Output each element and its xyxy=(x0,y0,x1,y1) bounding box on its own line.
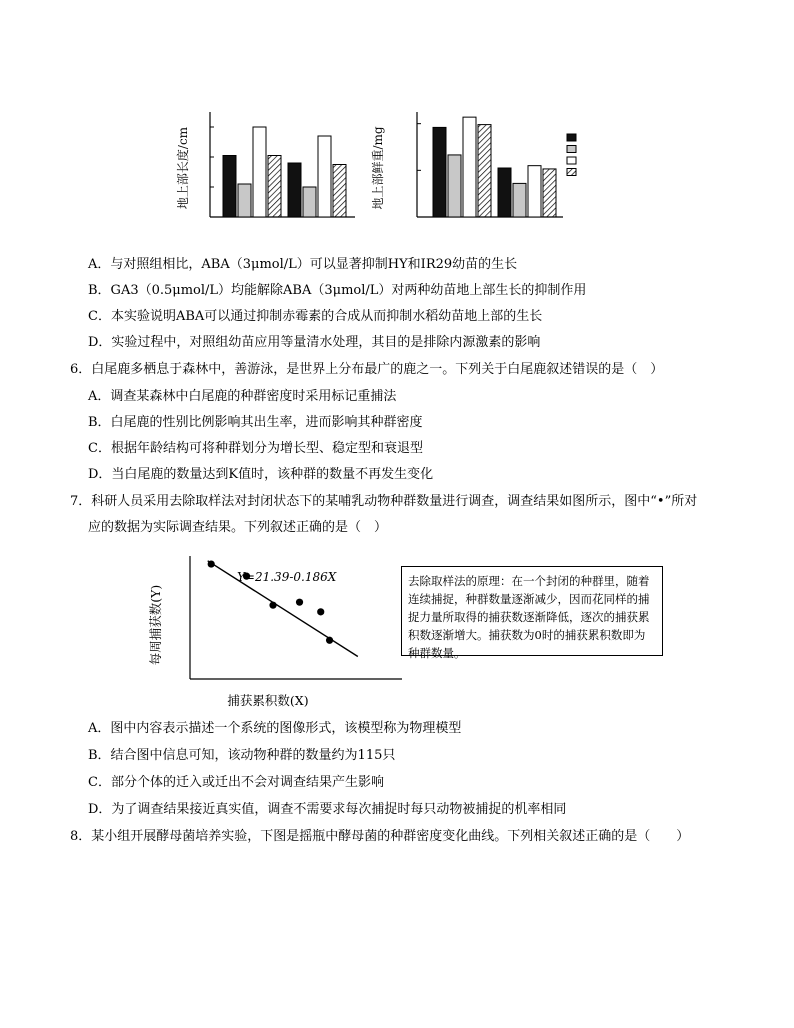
q7-stem-line2: 应的数据为实际调查结果。下列叙述正确的是（ ） xyxy=(88,520,388,535)
bar-control-hy xyxy=(433,127,446,217)
bar-aba-ga3-ir29 xyxy=(543,169,556,217)
bar-ga3-ir29 xyxy=(318,136,331,217)
bar-control-hy xyxy=(223,156,236,218)
bar-aba-ga3-hy xyxy=(478,125,491,217)
bar-aba-hy xyxy=(448,155,461,217)
bar-aba-hy xyxy=(238,184,251,217)
legend-swatch-aba xyxy=(567,146,576,153)
chart-shoot-fresh-weight xyxy=(365,104,665,240)
q6-option-a: A．调查某森林中白尾鹿的种群密度时采用标记重捕法 xyxy=(88,389,397,404)
q7-option-b: B．结合图中信息可知，该动物种群的数量约为115只 xyxy=(88,748,396,763)
legend-swatch-control xyxy=(567,134,576,141)
bar-aba-ga3-ir29 xyxy=(333,165,346,218)
q5-option-b: B．GA3（0.5μmol/L）均能解除ABA（3μmol/L）对两种幼苗地上部生长的抑制作用 xyxy=(88,283,587,298)
q5-option-c: C．本实验说明ABA可以通过抑制赤霉素的合成从而抑制水稻幼苗地上部的生长 xyxy=(88,309,543,324)
data-point xyxy=(326,637,333,644)
legend-swatch-aba-ga3 xyxy=(567,169,576,176)
bar-ga3-hy xyxy=(253,127,266,217)
data-point xyxy=(317,608,324,615)
q8-stem: 8．某小组开展酵母菌培养实验，下图是摇瓶中酵母菌的种群密度变化曲线。下列相关叙述正确的是（ ） xyxy=(70,829,690,844)
q7-option-a: A．图中内容表示描述一个系统的图像形式，该模型称为物理模型 xyxy=(88,721,462,736)
chart-removal-sampling xyxy=(140,548,410,710)
bar-ga3-hy xyxy=(463,117,476,217)
fit-equation: Y=21.39-0.186X xyxy=(237,570,337,584)
chart-shoot-length xyxy=(170,104,370,240)
chart1-ylabel: 地上部长度/cm xyxy=(176,126,190,210)
q5-option-d: D．实验过程中，对照组幼苗应用等量清水处理，其目的是排除内源激素的影响 xyxy=(88,335,541,350)
bar-aba-ir29 xyxy=(303,187,316,217)
chart2-ylabel: 地上部鲜重/mg xyxy=(371,126,385,210)
bar-ga3-ir29 xyxy=(528,166,541,217)
bar-control-ir29 xyxy=(498,168,511,217)
legend-swatch-ga3 xyxy=(567,157,576,164)
q5-option-a: A．与对照组相比，ABA（3μmol/L）可以显著抑制HY和IR29幼苗的生长 xyxy=(88,257,518,272)
q6-option-b: B．白尾鹿的性别比例影响其出生率，进而影响其种群密度 xyxy=(88,415,423,430)
q7-option-d: D．为了调查结果接近真实值，调查不需要求每次捕捉时每只动物被捕捉的机率相同 xyxy=(88,802,567,817)
bar-aba-ga3-hy xyxy=(268,156,281,218)
chart3-xlabel: 捕获累积数(X) xyxy=(227,693,309,708)
chart3-ylabel: 每周捕获数(Y) xyxy=(148,584,163,666)
data-point xyxy=(208,560,215,567)
q7-stem-line1: 7．科研人员采用去除取样法对封闭状态下的某哺乳动物种群数量进行调查，调查结果如图所示，图中“•”所对 xyxy=(70,494,698,509)
data-point xyxy=(269,602,276,609)
bar-control-ir29 xyxy=(288,163,301,217)
q7-option-c: C．部分个体的迁入或迁出不会对调查结果产生影响 xyxy=(88,775,384,790)
bar-aba-ir29 xyxy=(513,183,526,217)
q6-option-c: C．根据年龄结构可将种群划分为增长型、稳定型和衰退型 xyxy=(88,441,423,456)
removal-sampling-note: 去除取样法的原理：在一个封闭的种群里，随着连续捕捉，种群数量逐渐减少，因而花同样的捕捉力量所取得的捕获数逐渐降低，逐次的捕获累积数逐渐增大。捕获数为0时的捕获累积数即为种群数量。 xyxy=(401,566,663,656)
q6-stem: 6．白尾鹿多栖息于森林中，善游泳，是世界上分布最广的鹿之一。下列关于白尾鹿叙述错误的是（ ） xyxy=(70,362,664,377)
q6-option-d: D．当白尾鹿的数量达到K值时，该种群的数量不再发生变化 xyxy=(88,467,434,482)
data-point xyxy=(296,599,303,606)
